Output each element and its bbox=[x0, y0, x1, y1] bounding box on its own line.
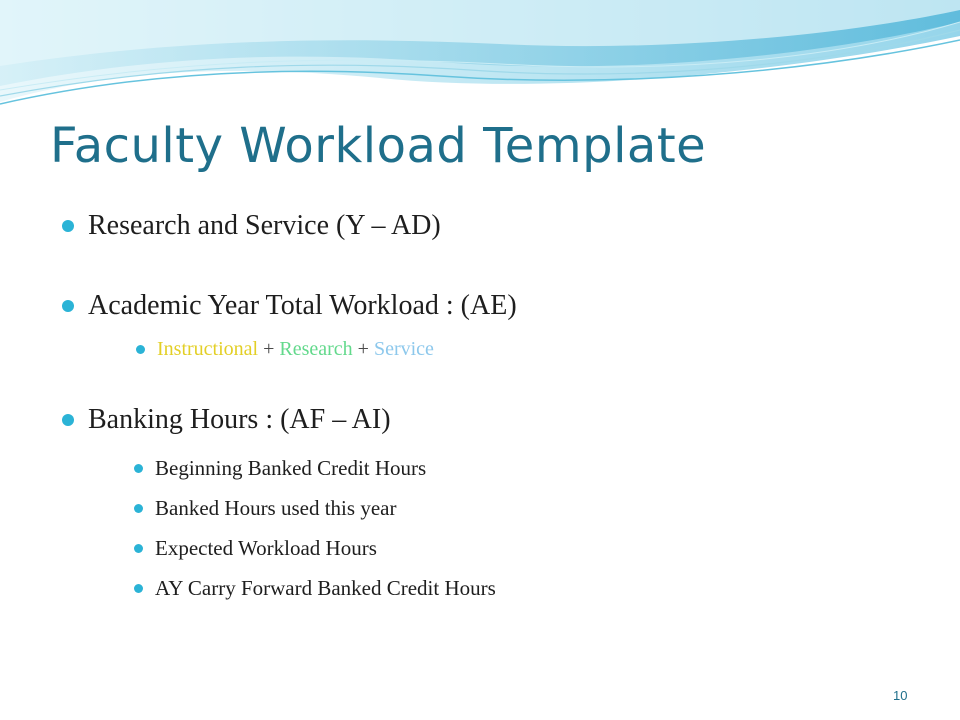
bullet-dot bbox=[136, 345, 145, 354]
bullet-total-workload bbox=[62, 290, 517, 322]
bullet-dot bbox=[134, 504, 143, 513]
formula-research: Research bbox=[279, 338, 353, 360]
bullet-dot bbox=[134, 544, 143, 553]
formula-service: Service bbox=[373, 338, 434, 360]
slide-title: Faculty Workload Template bbox=[50, 118, 707, 174]
subbullet-text: Beginning Banked Credit Hours bbox=[155, 456, 427, 480]
bullet-research-service bbox=[62, 210, 441, 242]
bullet-dot bbox=[134, 584, 143, 593]
formula-instructional: Instructional bbox=[157, 338, 259, 360]
subbullet-text: Banked Hours used this year bbox=[155, 496, 397, 520]
subbullet-text: Expected Workload Hours bbox=[155, 536, 377, 560]
subbullet-workload-formula bbox=[136, 338, 434, 361]
bullet-text: Research and Service (Y – AD) bbox=[88, 210, 441, 241]
page-number: 10 bbox=[893, 688, 908, 703]
bullet-banking-hours bbox=[62, 404, 391, 436]
decorative-wave-header bbox=[0, 0, 960, 130]
formula-plus: + bbox=[258, 338, 280, 360]
subbullet-text: AY Carry Forward Banked Credit Hours bbox=[155, 576, 496, 600]
subbullet-item bbox=[134, 496, 396, 521]
subbullet-item bbox=[134, 456, 426, 481]
formula-plus: + bbox=[352, 338, 374, 360]
bullet-dot bbox=[62, 220, 74, 232]
bullet-dot bbox=[62, 300, 74, 312]
bullet-text: Academic Year Total Workload : (AE) bbox=[88, 290, 517, 321]
bullet-text: Banking Hours : (AF – AI) bbox=[88, 404, 391, 435]
subbullet-item bbox=[134, 576, 496, 601]
bullet-dot bbox=[62, 414, 74, 426]
bullet-dot bbox=[134, 464, 143, 473]
subbullet-item bbox=[134, 536, 377, 561]
